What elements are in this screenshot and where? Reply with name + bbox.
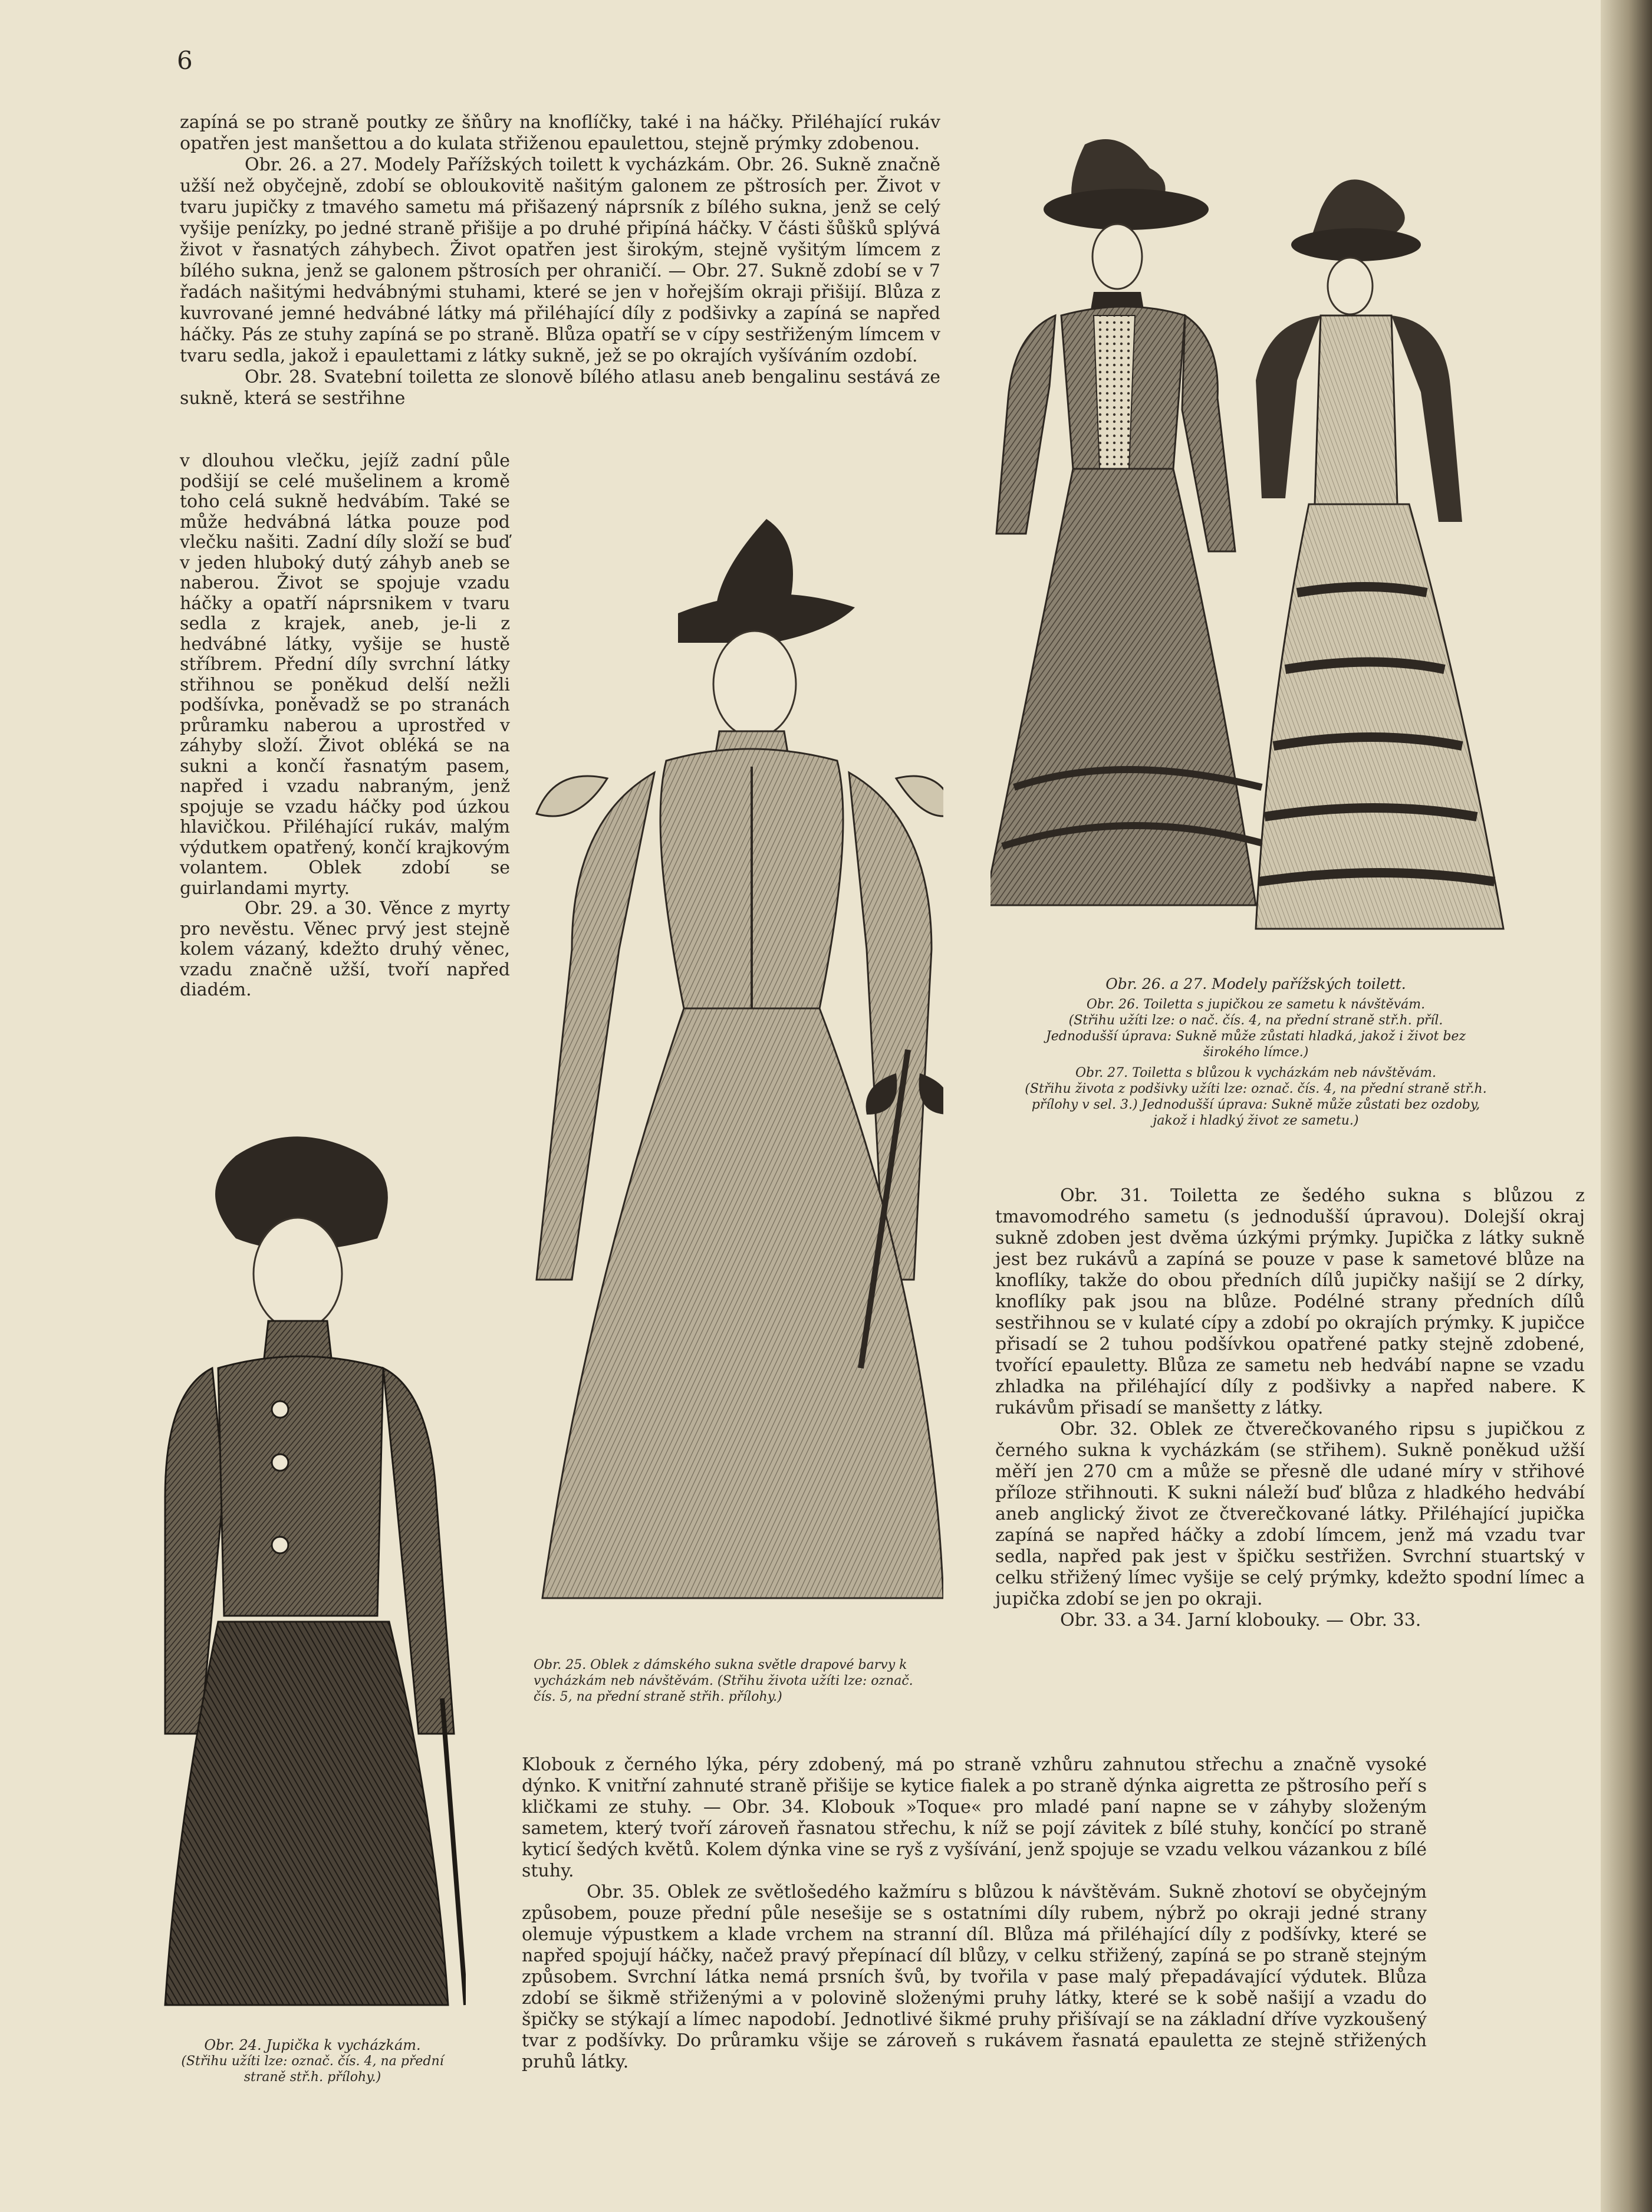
caption-fig-26-line3: Jednodušší úprava: Sukně může zůstati hladká, jakož i život bez širokého límce.)	[1045, 1029, 1466, 1060]
fashion-plate-26-27	[990, 121, 1533, 952]
text-left-column	[180, 451, 510, 1001]
caption-fig-24	[171, 2037, 454, 2085]
page-number: 6	[177, 46, 193, 75]
paragraph-obr-28-start: Obr. 28. Svatební toiletta ze slonově bílého atlasu aneb bengalinu sestává ze sukně, která se sestřihne	[180, 367, 940, 409]
page-edge-shadow	[1601, 0, 1652, 2212]
fashion-plate-26-27-drawing	[990, 121, 1533, 952]
fashion-plate-24	[159, 1132, 466, 2023]
caption-fig-24-line2: (Střihu užíti lze: označ. čís. 4, na přední straně stř.h. přílohy.)	[181, 2054, 444, 2085]
caption-fig-26-line2: (Střihu užíti lze: o nač. čís. 4, na přední straně stř.h. příl.	[1068, 1013, 1443, 1028]
text-top-block	[180, 112, 940, 409]
caption-fig-25	[534, 1657, 923, 1705]
paragraph-obr-28-cont: v dlouhou vlečku, jejíž zadní půle podšijí se celé mušelinem a kromě toho celá sukně hedvábím. Také se může hedvábná látka pouze pod vlečku našiti. Zadní díly složí se buď v jeden hluboký dutý záhyb aneb se naberou. Život se spojuje vzadu háčky a opatří náprsnikem v tvaru sedla z krajek, aneb, je-li z hedvábné látky, vyšije se hustě stříbrem. Přední díly svrchní látky střihnou se poněkud delší nežli podšívka, poněvadž se po stranách průramku naberou a uprostřed v záhyby složí. Život obléká se na sukni a končí řasnatým pasem, napřed i vzadu nabraným, jenž spojuje se vzadu háčky pod úzkou hlavičkou. Přiléhající rukáv, malým výdutkem opatřený, končí krajkovým volantem. Oblek zdobí se guirlandami myrty.	[180, 451, 510, 899]
caption-fig-25-text: Obr. 25. Oblek z dámského sukna světle drapové barvy k vycházkám neb návštěvám. (Střihu života užíti lze: označ. čís. 5, na přední straně střih. přílohy.)	[534, 1658, 913, 1704]
fashion-plate-25-drawing	[519, 507, 943, 1616]
paragraph-obr-33-34-start: Obr. 33. a 34. Jarní klobouky. — Obr. 33.	[1060, 1610, 1421, 1631]
paragraph-obr-29-30: Obr. 29. a 30. Věnce z myrty pro nevěstu. Věnec prvý jest stejně kolem vázaný, kdežto druhý věnec, vzadu značně užší, tvoří napřed diadém.	[180, 898, 510, 1000]
text-bottom-block	[522, 1754, 1427, 2073]
paragraph-obr-33-34-cont: Klobouk z černého lýka, péry zdobený, má po straně vzhůru zahnutou střechu a značně vysoké dýnko. K vnitřní zahnuté straně přišije se kytice fialek a po straně dýnka aigretta ze pštrosího peří s kličkami ze stuhy. — Obr. 34. Klobouk »Toque« pro mladé paní napne se v záhyby složeným sametem, který tvoří zároveň řasnatou střechu, k níž se pojí závitek z bílé stuhy, končící po straně kyticí šedých květů. Kolem dýnka vine se ryš z vyšívání, jenž spojuje se vzadu velkou vázankou z bílé stuhy.	[522, 1754, 1427, 1881]
caption-fig-24-line1: Obr. 24. Jupička k vycházkám.	[204, 2037, 421, 2053]
paragraph-obr-26-27: Obr. 26. a 27. Modely Pařížských toilett k vycházkám. Obr. 26. Sukně značně užší než obyčejně, zdobí se obloukovitě našitým galonem ze pštrosích per. Život v tvaru jupičky z tmavého sametu má přišazený náprsník z bílého sukna, jenž se celý vyšije penízky, po jedné straně přišije a po druhé připíná háčky. V části šůšků splývá život v řasnatých záhybech. Život opatřen jest širokým, stejně vyšitým límcem z bílého sukna, jenž se galonem pštrosích per ohraničí. — Obr. 27. Sukně zdobí se v 7 řadách našitými hedvábnými stuhami, které se jen v hořejším okraji přišijí. Blůza z kuvrované jemné hedvábné látky má přiléhající díly z podšivky a zapíná se napřed háčky. Pás ze stuhy zapíná se po straně. Blůza opatří se v cípy sestřiženým límcem v tvaru sedla, jakož i epaulettami z látky sukně, jež se po okrajích vyšíváním ozdobí.	[180, 155, 940, 366]
paragraph-obr-31: Obr. 31. Toiletta ze šedého sukna s blůzou z tmavomodrého sametu (s jednodušší úpravou). Dolejší okraj sukně zdoben jest dvěma úzkými prýmky. Jupička z látky sukně jest bez rukávů a zapíná se pouze v pase k sametové blůze na knoflíky, takže do obou předních dílů jupičky našijí se 2 dírky, knoflíky pak jsou na blůze. Podélné strany předních dílů sestřihnou se v kulaté cípy a zdobí po okrajích prýmky. K jupičce přisadí se 2 tuhou podšívkou opatřené patky stejně zdobené, tvořící epauletty. Blůza ze sametu neb hedvábí napne se vzadu zhladka na přiléhající díly z podšivky a napřed nabere. K rukávům přisadí se manšetty z látky.	[995, 1185, 1585, 1418]
paragraph-intro: zapíná se po straně poutky ze šňůry na knoflíčky, také i na háčky. Přiléhající rukáv opatřen jest manšettou a do kulata střiženou epaulettou, stejně prýmky zdobenou.	[180, 112, 940, 154]
text-right-column	[995, 1185, 1585, 1631]
fashion-plate-24-drawing	[159, 1132, 466, 2023]
caption-fig-27-line5: (Střihu života z podšivky užíti lze: označ. čís. 4, na přední straně stř.h. přílohy v sel. 3.) Jednodušší úprava: Sukně může zůstati bez ozdoby, jakož i hladký život ze sametu.)	[1025, 1082, 1487, 1128]
caption-fig-26-27	[1023, 976, 1489, 1129]
paragraph-obr-35: Obr. 35. Oblek ze světlošedého kažmíru s blůzou k návštěvám. Sukně zhotoví se obyčejným způsobem, pouze přední půle nesešije se s ostatními díly rubem, nýbrž po okraji jedné strany olemuje výpustkem a klade vrchem na stranní díl. Blůza má přiléhající díly z podšívky, které se napřed spojují háčky, načež pravý přepínací díl blůzy, v celku střižený, zapíná se po straně stejným způsobem. Svrchní látka nemá prsních švů, by tvořila v pase malý přepadávající výdutek. Blůza zdobí se šikmě střiženými a v polovině složenými pruhy látky, které se k sobě našijí a vzadu do špičky se stýkají a límec napodobí. Jednotlivé šikmé pruhy přišívají se na základní dříve vyzkoušený tvar z podšívky. Do průramku všije se zároveň s rukávem řasnatá epauletta ze stejně střižených pruhů látky.	[522, 1882, 1427, 2072]
caption-fig-27-line4: Obr. 27. Toiletta s blůzou k vycházkám neb návštěvám.	[1075, 1066, 1437, 1080]
fashion-plate-25	[519, 507, 943, 1616]
caption-fig-26-line1: Obr. 26. Toiletta s jupičkou ze sametu k návštěvám.	[1086, 997, 1426, 1012]
paragraph-obr-32: Obr. 32. Oblek ze čtverečkovaného ripsu s jupičkou z černého sukna k vycházkám (se střihem). Sukně poněkud užší měří jen 270 cm a může se přesně dle udané míry v střihové příloze střihnouti. K sukni náleží buď blůza z hladkého hedvábí aneb anglický život ze čtverečkované látky. Přiléhající jupička zapíná se napřed háčky a zdobí límcem, jenž má vzadu tvar sedla, napřed pak jest v špičku sestřižen. Svrchní stuartský v celku střižený límec vyšije se celý prýmky, kdežto spodní límec a jupička zdobí se jen po okraji.	[995, 1419, 1585, 1609]
caption-fig-26-27-title: Obr. 26. a 27. Modely pařížských toilett.	[1105, 975, 1406, 992]
